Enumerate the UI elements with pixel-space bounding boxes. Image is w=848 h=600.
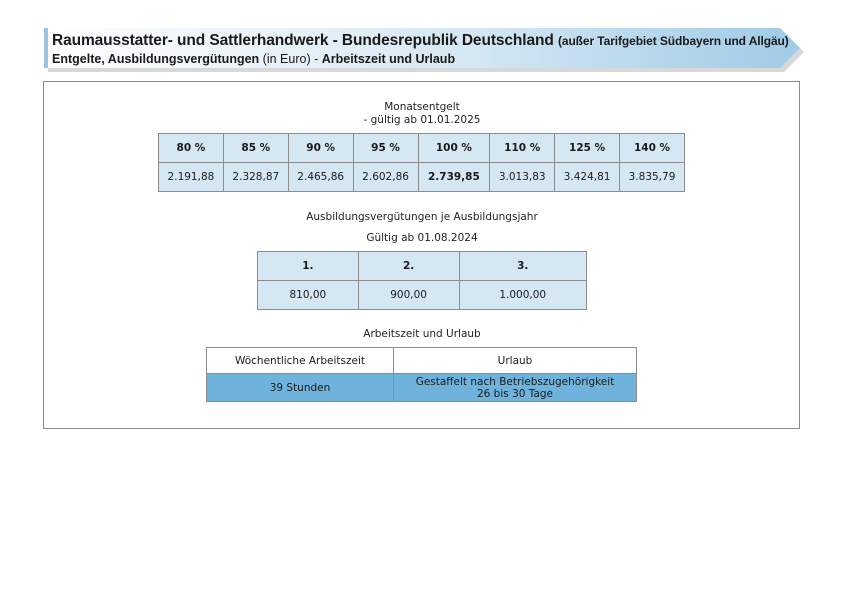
training-value-cell: 900,00 — [358, 281, 459, 310]
monthly-value-cell: 2.191,88 — [159, 163, 224, 192]
monthly-value-cell: 3.013,83 — [490, 163, 555, 192]
training-value-cell: 1.000,00 — [459, 281, 587, 310]
monthly-value-row — [159, 163, 685, 192]
worktime-vacation-line2: 26 bis 30 Tage — [476, 387, 554, 400]
monthly-value-cell: 2.602,86 — [353, 163, 418, 192]
training-caption — [272, 211, 572, 245]
monthly-value-cell-base: 2.739,85 — [418, 163, 490, 192]
monthly-caption — [322, 101, 522, 127]
monthly-header-cell: 125 % — [555, 134, 620, 163]
header-banner — [44, 28, 804, 72]
worktime-vacation-line1: Gestaffelt nach Betriebszugehörigkeit — [415, 375, 615, 388]
worktime-header-hours: Wöchentliche Arbeitszeit — [207, 348, 394, 374]
worktime-header-vacation: Urlaub — [394, 348, 637, 374]
monthly-caption-line1: Monatsentgelt — [384, 101, 460, 113]
monthly-value-cell: 2.328,87 — [223, 163, 288, 192]
monthly-value-cell: 3.424,81 — [555, 163, 620, 192]
monthly-header-cell: 95 % — [353, 134, 418, 163]
training-caption-line2: Gültig ab 01.08.2024 — [366, 232, 478, 244]
worktime-caption: Arbeitszeit und Urlaub — [363, 328, 481, 340]
training-value-row — [258, 281, 587, 310]
monthly-value-cell: 3.835,79 — [620, 163, 685, 192]
monthly-header-cell: 140 % — [620, 134, 685, 163]
monthly-header-cell: 100 % — [418, 134, 490, 163]
worktime-table — [206, 347, 637, 402]
title-main: Raumausstatter- und Sattlerhandwerk - Bundesrepublik Deutschland — [52, 32, 554, 49]
page-title — [52, 31, 789, 51]
training-header-row — [258, 252, 587, 281]
training-pay-table — [257, 251, 587, 310]
monthly-header-cell: 110 % — [490, 134, 555, 163]
title-suffix: (außer Tarifgebiet Südbayern und Allgäu) — [557, 34, 789, 48]
training-value-cell: 810,00 — [258, 281, 359, 310]
worktime-value-row — [207, 374, 637, 402]
monthly-caption-line2: - gültig ab 01.01.2025 — [363, 114, 481, 126]
subtitle-part1: Entgelte, Ausbildungsvergütungen — [52, 52, 260, 66]
monthly-header-cell: 85 % — [223, 134, 288, 163]
training-caption-line1: Ausbildungsvergütungen je Ausbildungsjahr — [306, 211, 538, 223]
subtitle-part3: Arbeitszeit und Urlaub — [321, 52, 456, 66]
training-header-cell: 1. — [258, 252, 359, 281]
training-header-cell: 2. — [358, 252, 459, 281]
monthly-header-cell: 80 % — [159, 134, 224, 163]
worktime-header-row — [207, 348, 637, 374]
worktime-vacation-cell — [394, 374, 637, 402]
page-subtitle — [52, 51, 789, 67]
monthly-value-cell: 2.465,86 — [288, 163, 353, 192]
monthly-header-cell: 90 % — [288, 134, 353, 163]
monthly-header-row — [159, 134, 685, 163]
subtitle-part2: (in Euro) - — [262, 52, 319, 66]
monthly-wage-table — [158, 133, 685, 192]
worktime-hours-cell: 39 Stunden — [207, 374, 394, 402]
training-header-cell: 3. — [459, 252, 587, 281]
